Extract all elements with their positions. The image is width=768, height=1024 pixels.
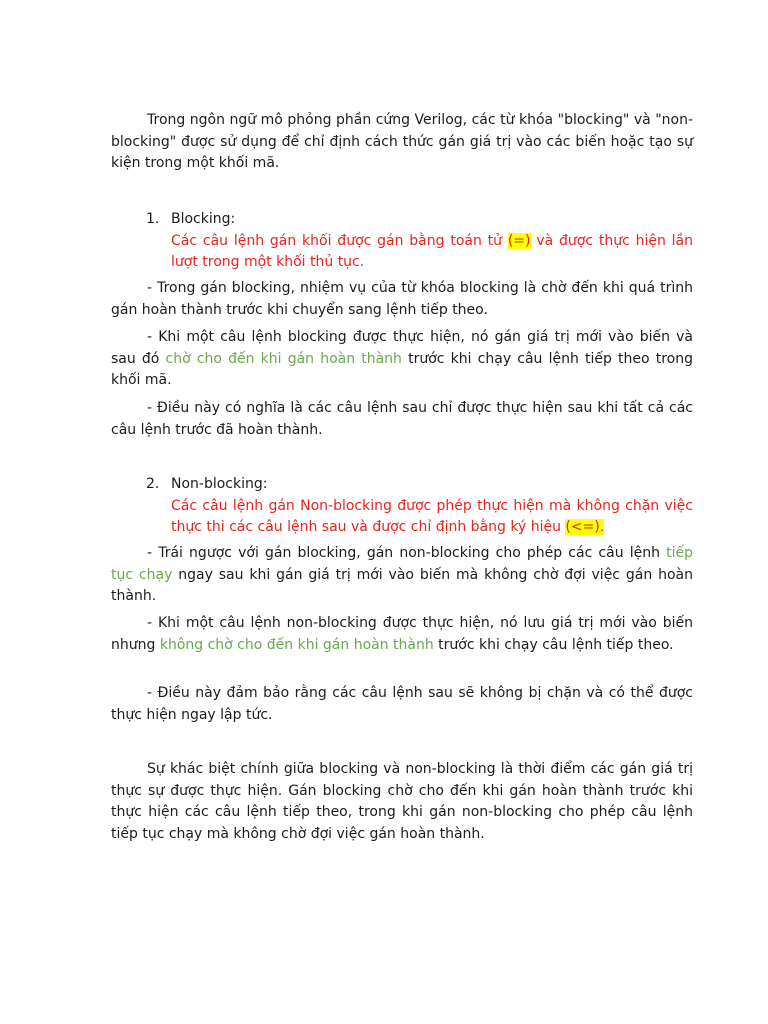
- nonblocking-list-item: [146, 474, 693, 539]
- nonblocking-p1-text: - Trái ngược với gán blocking, gán non-blocking cho phép các câu lệnh: [147, 545, 667, 561]
- intro-text: Trong ngôn ngữ mô phỏng phần cứng Verilog, các từ khóa "blocking" và "non-blocking" được sử dụng để chỉ định cách thức gán giá trị vào các biến hoặc tạo sự kiện trong một khối mã.: [111, 112, 693, 171]
- blocking-p3-text: - Điều này có nghĩa là các câu lệnh sau chỉ được thực hiện sau khi tất cả các câu lệnh trước đã hoàn thành.: [111, 400, 693, 438]
- blocking-title: Blocking:: [171, 211, 236, 227]
- blocking-desc-text-end: và được thực hiện lần lượt trong một khối thủ tục.: [171, 232, 693, 270]
- blocking-p2-text-end: trước khi chạy câu lệnh tiếp theo trong khối mã.: [111, 350, 693, 388]
- nonblocking-desc-text: Các câu lệnh gán Non-blocking được phép thực hiện mà không chặn việc thực thi các câu lệnh sau và được chỉ định bằng ký hiệu: [171, 497, 693, 535]
- blocking-p2-text: - Khi một câu lệnh blocking được thực hiện, nó gán giá trị mới vào biến và sau đó: [111, 329, 693, 367]
- nonblocking-p2-text-end: trước khi chạy câu lệnh tiếp theo.: [433, 636, 674, 653]
- blocking-list-item: [146, 209, 693, 274]
- list-number-2: 2.: [146, 476, 160, 492]
- blocking-p1-text: - Trong gán blocking, nhiệm vụ của từ khóa blocking là chờ đến khi quá trình gán hoàn thành trước khi chuyển sang lệnh tiếp theo.: [111, 280, 693, 318]
- nonblocking-paragraph-2: [111, 613, 693, 656]
- nonblocking-operator-highlight: (<=).: [565, 519, 605, 535]
- blocking-paragraph-2: [111, 327, 693, 392]
- nonblocking-p1-text-end: ngay sau khi gán giá trị mới vào biến mà không chờ đợi việc gán hoàn thành.: [111, 566, 693, 604]
- nonblocking-title: Non-blocking:: [171, 476, 268, 492]
- blocking-operator-highlight: (=): [507, 232, 531, 249]
- nonblocking-p2-highlight: không chờ cho đến khi gán hoàn thành: [159, 636, 434, 653]
- blocking-desc-text: Các câu lệnh gán khối được gán bằng toán tử: [171, 232, 508, 249]
- conclusion-paragraph: [111, 759, 693, 845]
- nonblocking-description: [146, 496, 693, 539]
- conclusion-text: Sự khác biệt chính giữa blocking và non-blocking là thời điểm các gán giá trị thực sự được thực hiện. Gán blocking chờ cho đến khi gán hoàn thành trước khi thực hiện các câu lệnh tiếp theo, trong khi gán non-blocking cho phép câu lệnh tiếp tục chạy mà không chờ đợi việc gán hoàn thành.: [111, 761, 693, 842]
- list-number-1: 1.: [146, 211, 160, 227]
- intro-paragraph: [111, 110, 693, 175]
- nonblocking-paragraph-3: [111, 683, 693, 726]
- nonblocking-paragraph-1: [111, 543, 693, 608]
- blocking-paragraph-3: [111, 398, 693, 441]
- nonblocking-p3-text: - Điều này đảm bảo rằng các câu lệnh sau sẽ không bị chặn và có thể được thực hiện ngay lập tức.: [111, 685, 693, 723]
- nonblocking-p2-text: - Khi một câu lệnh non-blocking được thực hiện, nó lưu giá trị mới vào biến nhưng: [111, 615, 693, 653]
- nonblocking-p1-highlight: tiếp tục chạy: [111, 545, 693, 583]
- blocking-p2-highlight: chờ cho đến khi gán hoàn thành: [165, 350, 402, 367]
- blocking-description: [146, 231, 693, 274]
- blocking-paragraph-1: [111, 278, 693, 321]
